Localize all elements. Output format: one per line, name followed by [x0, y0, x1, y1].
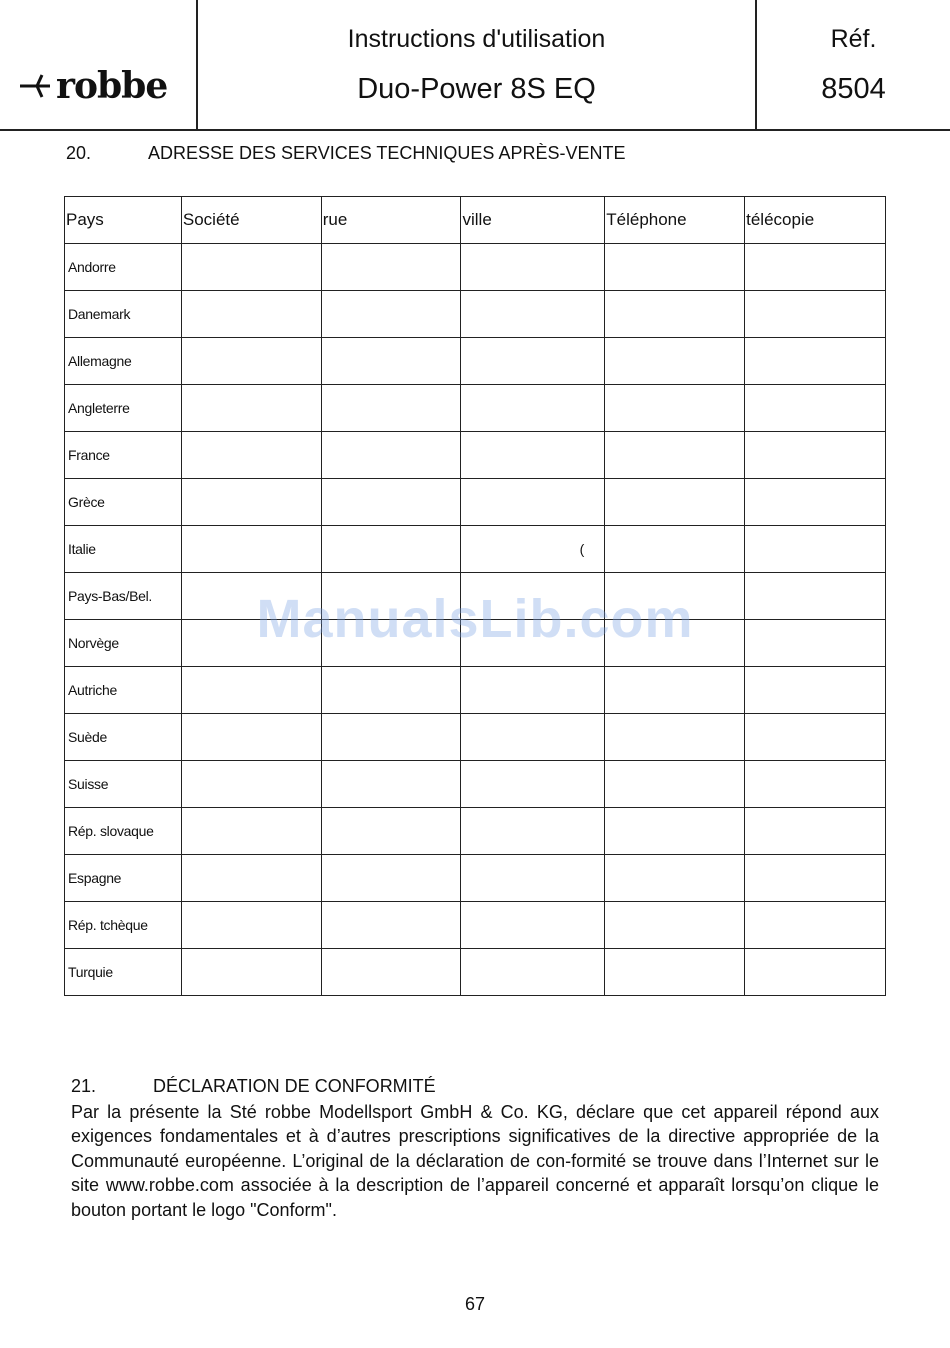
empty-cell	[745, 855, 886, 902]
arrow-icon	[18, 71, 52, 101]
section-title: DÉCLARATION DE CONFORMITÉ	[153, 1076, 436, 1096]
table-row	[65, 902, 886, 949]
logo-cell	[0, 0, 198, 129]
service-table	[64, 196, 886, 996]
table-row	[65, 244, 886, 291]
empty-cell	[605, 385, 745, 432]
empty-cell	[605, 761, 745, 808]
empty-cell	[461, 667, 605, 714]
empty-cell	[461, 573, 605, 620]
logo-text: robbe	[56, 65, 168, 107]
empty-cell	[461, 385, 605, 432]
section-number: 20.	[66, 143, 92, 163]
empty-cell	[181, 761, 321, 808]
empty-cell	[321, 714, 461, 761]
empty-cell	[605, 620, 745, 667]
page-number: 67	[464, 1294, 486, 1314]
table-row	[65, 667, 886, 714]
empty-cell	[321, 761, 461, 808]
empty-cell	[745, 667, 886, 714]
empty-cell	[605, 855, 745, 902]
empty-cell	[745, 244, 886, 291]
empty-cell	[605, 338, 745, 385]
empty-cell	[321, 432, 461, 479]
empty-cell	[321, 667, 461, 714]
empty-cell	[461, 432, 605, 479]
empty-cell	[605, 573, 745, 620]
ref-number: 8504	[821, 73, 886, 105]
empty-cell	[321, 855, 461, 902]
column-header: rue	[321, 197, 461, 244]
empty-cell	[745, 338, 886, 385]
empty-cell	[181, 338, 321, 385]
empty-cell	[461, 620, 605, 667]
empty-cell	[461, 244, 605, 291]
country-cell: Angleterre	[65, 385, 182, 432]
table-header-row	[65, 197, 886, 244]
section-title: ADRESSE DES SERVICES TECHNIQUES APRÈS-VENTE	[148, 143, 626, 163]
empty-cell	[605, 808, 745, 855]
empty-cell	[461, 949, 605, 996]
table-row	[65, 573, 886, 620]
section-number: 21.	[71, 1076, 97, 1096]
empty-cell	[605, 291, 745, 338]
empty-cell	[745, 808, 886, 855]
empty-cell	[181, 244, 321, 291]
empty-cell	[461, 714, 605, 761]
italie-ville-cell: (	[461, 526, 605, 573]
table-row	[65, 620, 886, 667]
empty-cell	[745, 291, 886, 338]
empty-cell	[605, 432, 745, 479]
table-row	[65, 714, 886, 761]
empty-cell	[321, 902, 461, 949]
empty-cell	[321, 385, 461, 432]
empty-cell	[181, 432, 321, 479]
product-name: Duo-Power 8S EQ	[357, 73, 596, 105]
empty-cell	[321, 338, 461, 385]
section-21-heading	[71, 1076, 436, 1097]
table-row	[65, 432, 886, 479]
empty-cell	[461, 808, 605, 855]
empty-cell	[605, 714, 745, 761]
title-cell	[198, 0, 757, 129]
country-cell: Grèce	[65, 479, 182, 526]
empty-cell	[181, 385, 321, 432]
empty-cell	[181, 526, 321, 573]
empty-cell	[321, 526, 461, 573]
ref-label: Réf.	[830, 25, 877, 53]
column-header: Société	[181, 197, 321, 244]
empty-cell	[461, 479, 605, 526]
table-row	[65, 761, 886, 808]
empty-cell	[321, 291, 461, 338]
empty-cell	[181, 855, 321, 902]
table-row	[65, 949, 886, 996]
table-row	[65, 855, 886, 902]
empty-cell	[605, 667, 745, 714]
empty-cell	[461, 761, 605, 808]
table-row	[65, 385, 886, 432]
empty-cell	[321, 808, 461, 855]
country-cell: Pays-Bas/Bel.	[65, 573, 182, 620]
ref-cell	[757, 0, 950, 129]
empty-cell	[181, 291, 321, 338]
watermark: ManualsLib.com	[256, 589, 694, 649]
country-cell: Italie	[65, 526, 182, 573]
country-cell: Rép. tchèque	[65, 902, 182, 949]
empty-cell	[181, 479, 321, 526]
empty-cell	[321, 244, 461, 291]
column-header: Téléphone	[605, 197, 745, 244]
country-cell: Suisse	[65, 761, 182, 808]
column-header: ville	[461, 197, 605, 244]
country-cell: Andorre	[65, 244, 182, 291]
country-cell: Allemagne	[65, 338, 182, 385]
table-row	[65, 526, 886, 573]
column-header: Pays	[65, 197, 182, 244]
empty-cell	[745, 479, 886, 526]
country-cell: Suède	[65, 714, 182, 761]
empty-cell	[181, 714, 321, 761]
empty-cell	[181, 808, 321, 855]
robbe-logo	[18, 64, 167, 108]
empty-cell	[181, 949, 321, 996]
empty-cell	[745, 949, 886, 996]
empty-cell	[461, 291, 605, 338]
page-header	[0, 0, 950, 131]
column-header: télécopie	[745, 197, 886, 244]
conformity-paragraph: Par la présente la Sté robbe Modellsport GmbH & Co. KG, déclare que cet appareil répond aux exigences fondamentales et à d’autres prescriptions significatives de la directive appropriée de la Communauté européenne. L’original de la déclaration de con-formité se trouve dans l’Internet sur le site www.robbe.com associée à la description de l’appareil concerné et apparaît lorsqu’on clique le bouton portant le logo "Conform".	[71, 1102, 879, 1220]
empty-cell	[461, 338, 605, 385]
country-cell: Espagne	[65, 855, 182, 902]
empty-cell	[461, 902, 605, 949]
empty-cell	[745, 714, 886, 761]
empty-cell	[745, 761, 886, 808]
country-cell: Autriche	[65, 667, 182, 714]
table-row	[65, 808, 886, 855]
empty-cell	[181, 667, 321, 714]
empty-cell	[181, 902, 321, 949]
empty-cell	[745, 902, 886, 949]
country-cell: France	[65, 432, 182, 479]
empty-cell	[605, 244, 745, 291]
empty-cell	[605, 526, 745, 573]
empty-cell	[321, 949, 461, 996]
country-cell: Turquie	[65, 949, 182, 996]
empty-cell	[321, 479, 461, 526]
empty-cell	[605, 949, 745, 996]
empty-cell	[605, 902, 745, 949]
empty-cell	[605, 479, 745, 526]
empty-cell	[745, 573, 886, 620]
section-20-heading	[66, 143, 625, 164]
country-cell: Norvège	[65, 620, 182, 667]
empty-cell	[181, 620, 321, 667]
empty-cell	[745, 385, 886, 432]
empty-cell	[745, 526, 886, 573]
doc-type: Instructions d'utilisation	[347, 25, 606, 53]
table-row	[65, 291, 886, 338]
empty-cell	[745, 620, 886, 667]
empty-cell	[321, 573, 461, 620]
empty-cell	[745, 432, 886, 479]
empty-cell	[461, 855, 605, 902]
country-cell: Danemark	[65, 291, 182, 338]
table-row	[65, 479, 886, 526]
table-row	[65, 338, 886, 385]
empty-cell	[321, 620, 461, 667]
empty-cell	[181, 573, 321, 620]
country-cell: Rép. slovaque	[65, 808, 182, 855]
